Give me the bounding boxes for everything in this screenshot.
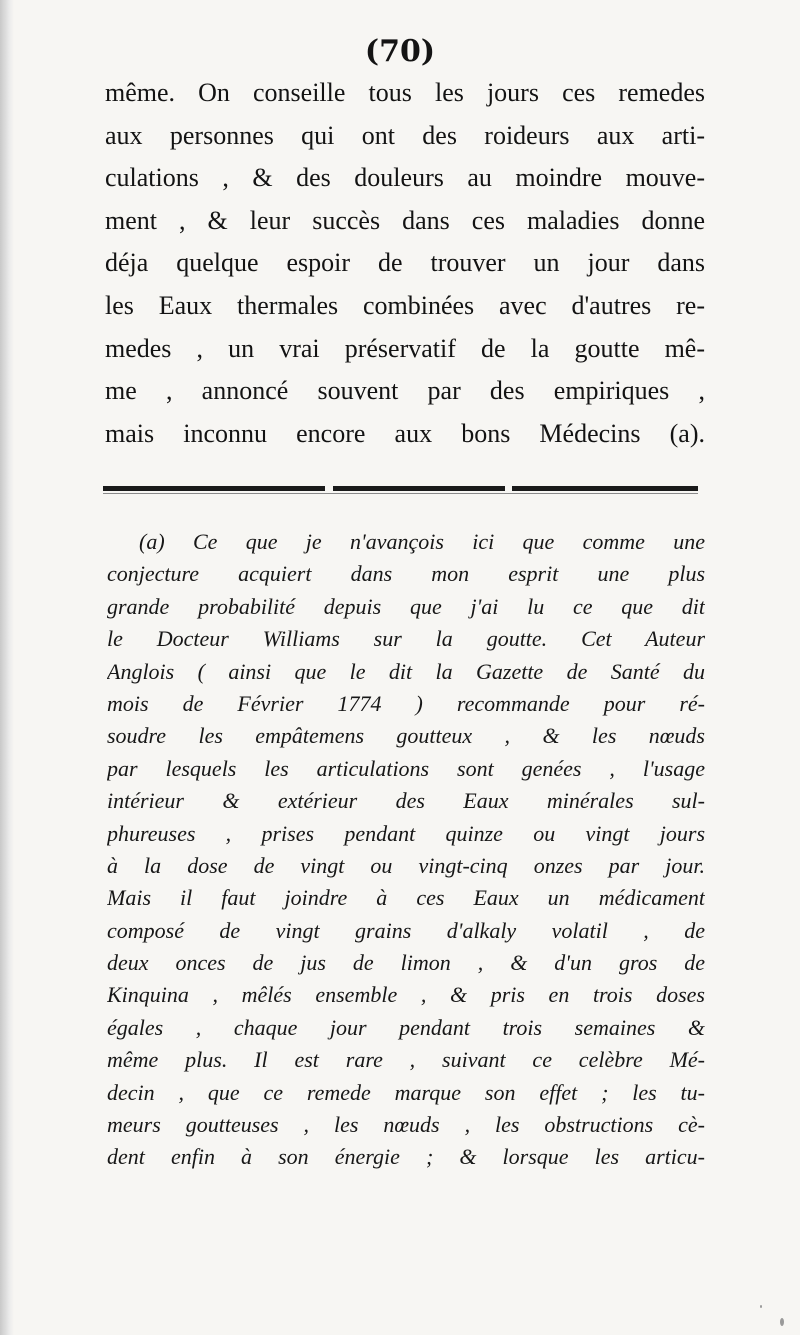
footnote-line: Kinquina , mêlés ensemble , & pris en trois doses <box>107 982 705 1008</box>
footnote-line: à la dose de vingt ou vingt-cinq onzes par jour. <box>107 852 705 878</box>
text-line: ment , & leur succès dans ces maladies donne <box>105 205 705 235</box>
footnote-line: dent enfin à son énergie ; & lorsque les articu- <box>107 1144 705 1170</box>
footnote-separator-rule <box>103 486 325 491</box>
text-line: les Eaux thermales combinées avec d'autres re- <box>105 290 705 320</box>
footnote-line: Anglois ( ainsi que le dit la Gazette de Santé du <box>107 658 705 684</box>
footnote-line: decin , que ce remede marque son effet ; les tu- <box>107 1079 705 1105</box>
text-line: aux personnes qui ont des roideurs aux arti- <box>105 120 705 150</box>
page-number: (70) <box>364 34 436 69</box>
text-line: même. On conseille tous les jours ces remedes <box>105 78 705 107</box>
text-line: culations , & des douleurs au moindre mouve- <box>105 163 705 193</box>
page-spine-shadow <box>0 0 14 1335</box>
footnote-separator-rule <box>333 486 505 491</box>
footnote-line: grande probabilité depuis que j'ai lu ce que dit <box>107 593 705 619</box>
footnote-line: meurs goutteuses , les nœuds , les obstructions cè- <box>107 1112 705 1138</box>
text-line: medes , un vrai préservatif de la goutte mê- <box>105 333 705 363</box>
footnote-line: (a) Ce que je n'avançois ici que comme une <box>139 529 705 554</box>
main-text <box>105 72 705 455</box>
footnote-line: conjecture acquiert dans mon esprit une plus <box>107 561 705 587</box>
footnote-separator-thin-rule <box>103 493 698 494</box>
footnote-line: phureuses , prises pendant quinze ou vingt jours <box>107 820 705 846</box>
text-line: me , annoncé souvent par des empiriques , <box>105 376 705 406</box>
text-line: déja quelque espoir de trouver un jour dans <box>105 248 705 278</box>
paper-speck <box>780 1318 784 1326</box>
footnote-line: même plus. Il est rare , suivant ce celèbre Mé- <box>107 1047 705 1073</box>
footnote-separator-rule <box>512 486 698 491</box>
footnote-line: deux onces de jus de limon , & d'un gros de <box>107 950 705 976</box>
footnote-line: Mais il faut joindre à ces Eaux un médicament <box>107 885 705 911</box>
footnote-line: par lesquels les articulations sont genées , l'usage <box>107 755 705 781</box>
footnote-line: composé de vingt grains d'alkaly volatil , de <box>107 917 705 943</box>
footnote <box>107 526 705 1174</box>
footnote-line: le Docteur Williams sur la goutte. Cet Auteur <box>107 626 705 652</box>
footnote-line: intérieur & extérieur des Eaux minérales sul- <box>107 788 705 814</box>
footnote-line: mois de Février 1774 ) recommande pour ré- <box>107 690 705 716</box>
footnote-line: soudre les empâtemens goutteux , & les nœuds <box>107 723 705 749</box>
text-line: mais inconnu encore aux bons Médecins (a). <box>105 418 705 448</box>
footnote-line: égales , chaque jour pendant trois semaines & <box>107 1014 705 1040</box>
paper-speck <box>760 1305 762 1308</box>
